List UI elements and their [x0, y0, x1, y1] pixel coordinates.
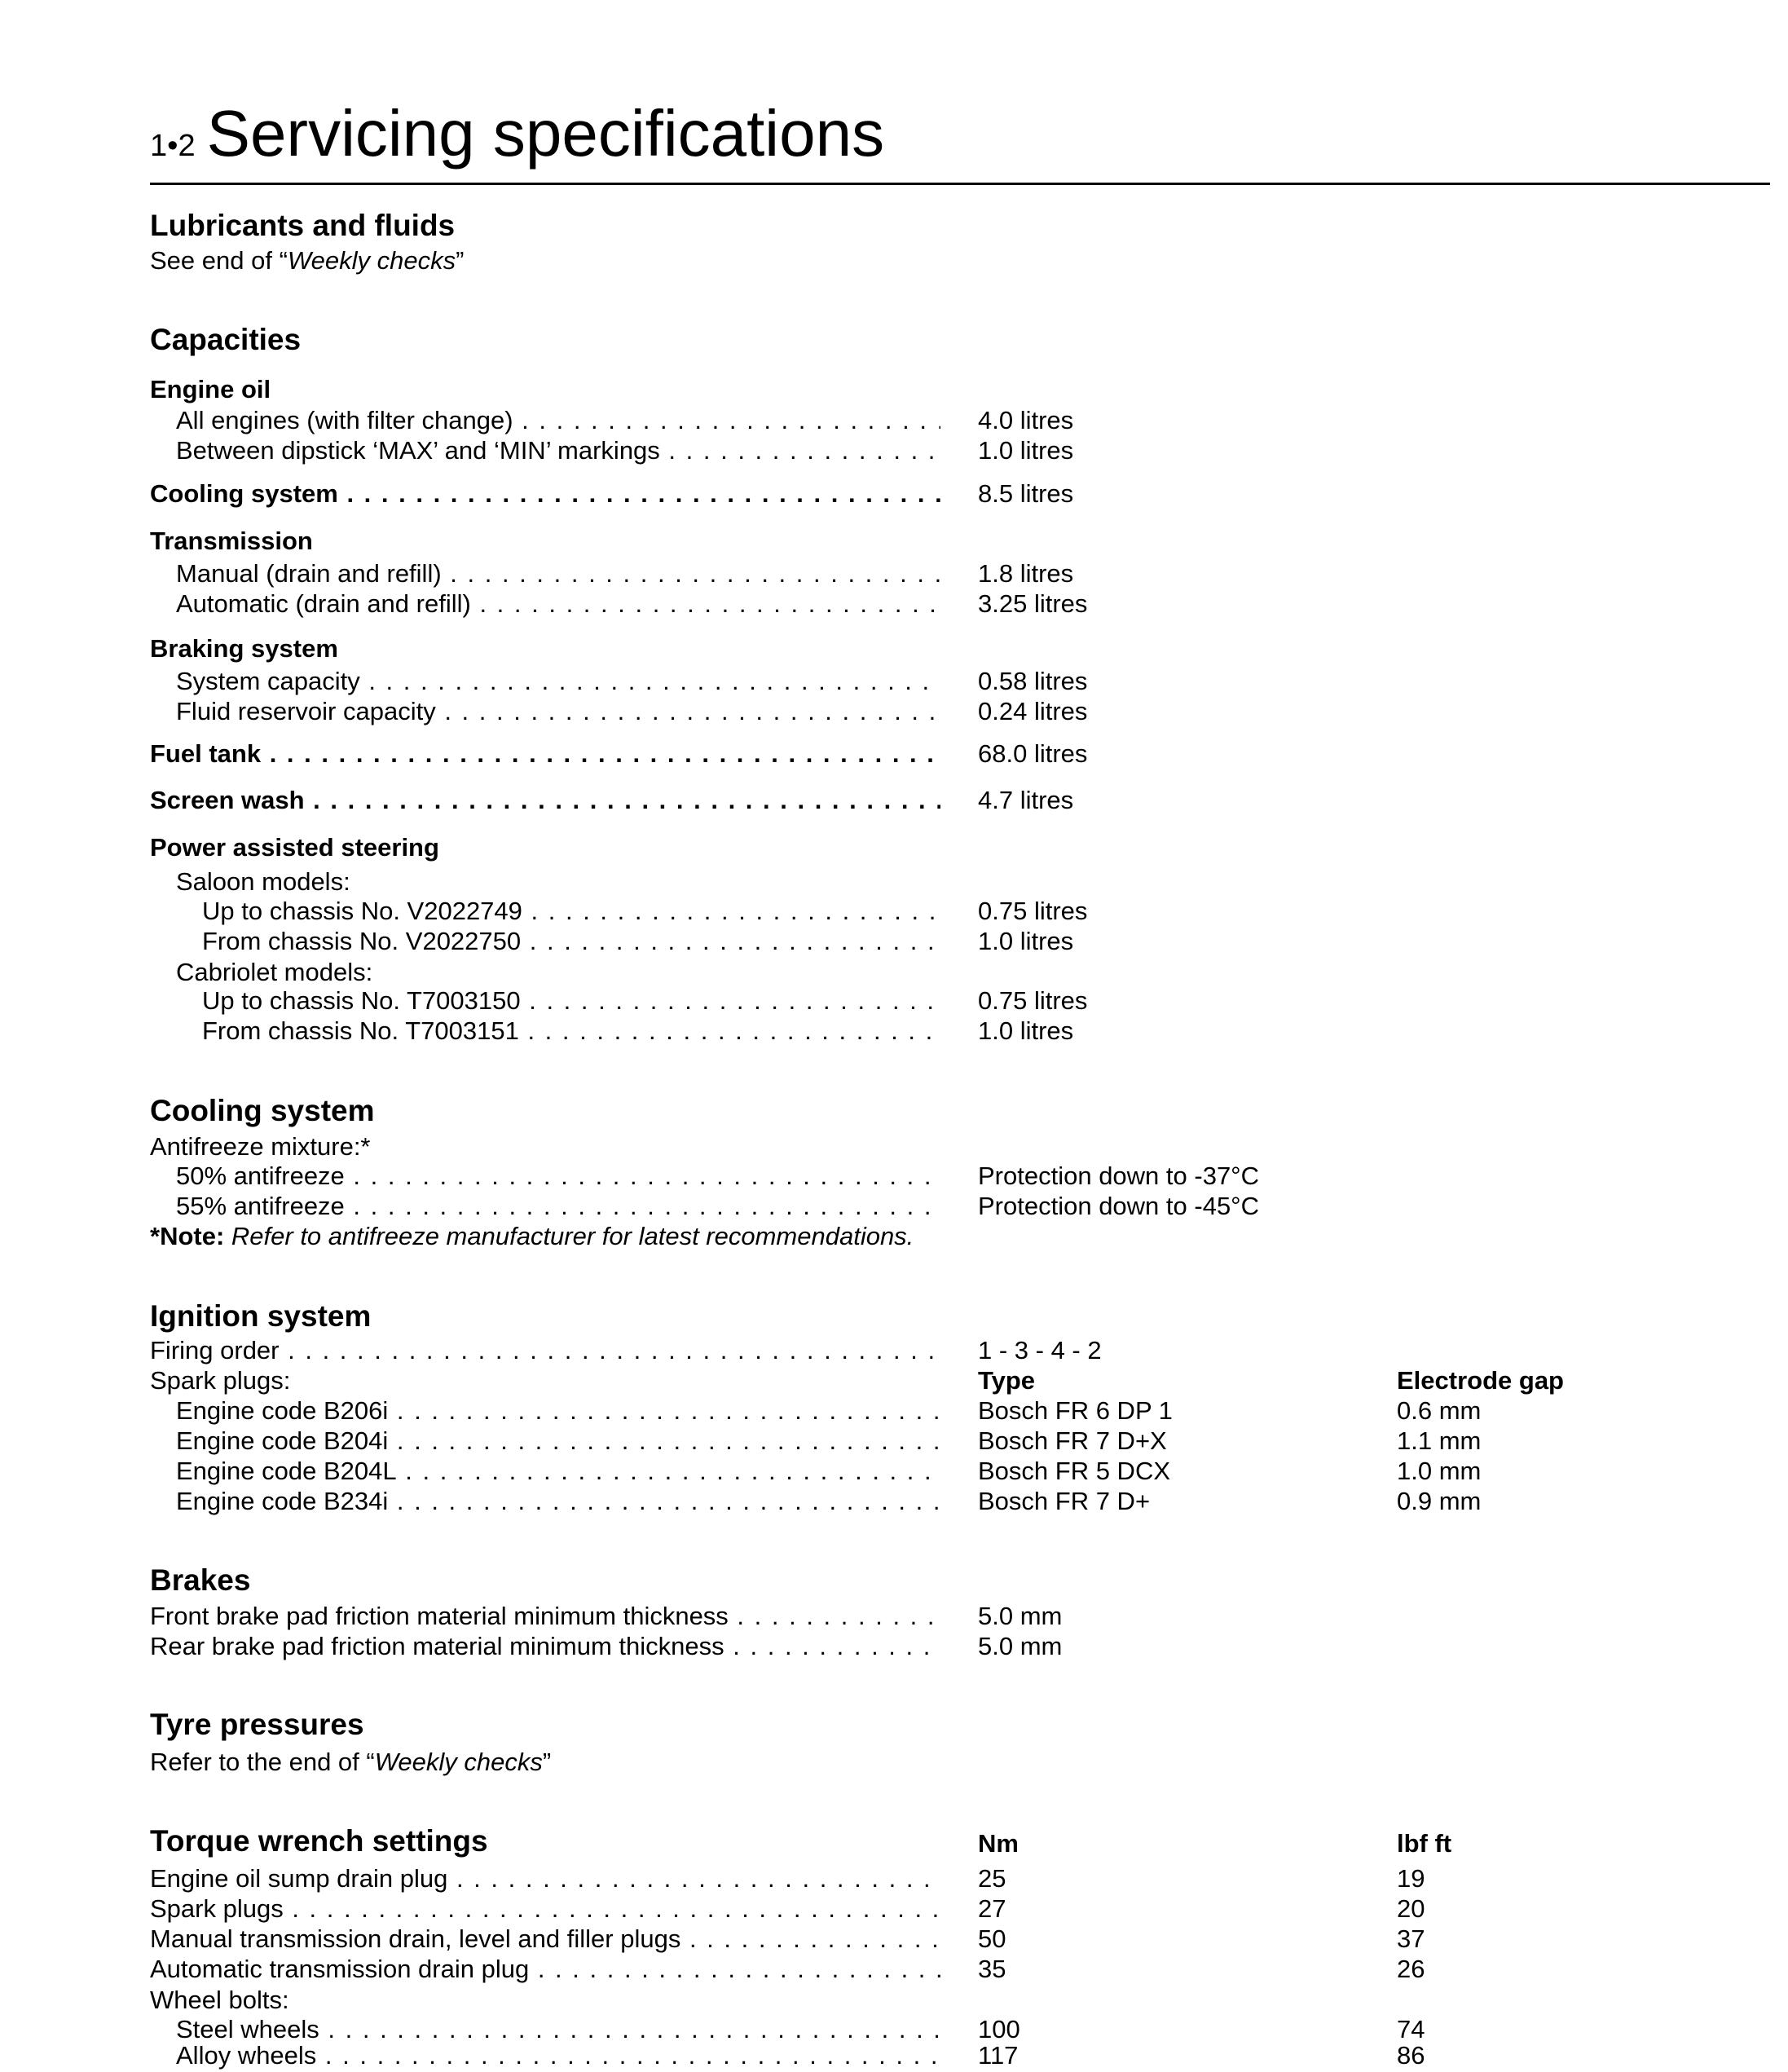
spec-row — [0, 1192, 1788, 1221]
col-lbf-header: lbf ft — [1397, 1829, 1452, 1858]
ignition-heading: Ignition system — [150, 1299, 372, 1333]
spec-row — [0, 1336, 1788, 1365]
torque-heading: Torque wrench settings — [150, 1824, 488, 1858]
spec-row — [0, 786, 1788, 815]
spec-value: 1.8 litres — [978, 559, 1074, 588]
torque-header-row — [0, 1829, 1788, 1858]
col-nm-header: Nm — [978, 1829, 1019, 1858]
spec-label: Firing order . . . — [150, 1336, 940, 1365]
plug-type: Bosch FR 6 DP 1 — [978, 1396, 1173, 1425]
engine-oil-title: Engine oil — [150, 375, 271, 403]
spec-label: Manual (drain and refill) . . . — [176, 559, 940, 589]
spec-label: Rear brake pad friction material minimum thickness . . . — [150, 1632, 940, 1661]
tyres-heading: Tyre pressures — [150, 1708, 364, 1741]
torque-lbf: 19 — [1397, 1864, 1425, 1893]
col-gap-header: Electrode gap — [1397, 1366, 1564, 1395]
spec-label: Engine code B204L . . . — [176, 1457, 940, 1486]
spec-row — [0, 927, 1788, 956]
torque-row — [0, 1864, 1788, 1893]
col-type-header: Type — [978, 1366, 1036, 1395]
spec-row — [0, 1016, 1788, 1046]
torque-nm: 25 — [978, 1864, 1006, 1893]
spec-value: 1.0 litres — [978, 927, 1074, 955]
spec-label: Engine code B206i . . . — [176, 1396, 940, 1426]
spec-label: Alloy wheels . . . — [176, 2041, 940, 2070]
steering-title: Power assisted steering — [150, 833, 439, 862]
spec-value: 3.25 litres — [978, 589, 1088, 618]
braking-title: Braking system — [150, 634, 338, 663]
spec-row — [0, 589, 1788, 619]
spec-row — [0, 986, 1788, 1016]
torque-nm: 50 — [978, 1924, 1006, 1953]
spec-row — [0, 1162, 1788, 1191]
spec-value: Protection down to -37°C — [978, 1162, 1259, 1190]
spec-row — [0, 559, 1788, 589]
torque-nm: 117 — [978, 2041, 1019, 2070]
spec-value: Protection down to -45°C — [978, 1192, 1259, 1220]
spec-value: 1 - 3 - 4 - 2 — [978, 1336, 1102, 1364]
spark-plug-row — [0, 1396, 1788, 1426]
spec-label: 50% antifreeze . . . — [176, 1162, 940, 1191]
header-rule — [150, 183, 1770, 185]
spec-label: Engine oil sump drain plug . . . — [150, 1864, 940, 1893]
saloon-label: Saloon models: — [176, 867, 350, 896]
torque-nm: 35 — [978, 1955, 1006, 1983]
spec-label: Fuel tank . . . — [150, 739, 940, 769]
torque-nm: 27 — [978, 1894, 1006, 1923]
capacities-heading: Capacities — [150, 323, 302, 356]
torque-row — [0, 2041, 1788, 2070]
spec-label: Automatic transmission drain plug . . . — [150, 1955, 940, 1984]
lubricants-heading: Lubricants and fluids — [150, 209, 456, 242]
plug-gap: 1.0 mm — [1397, 1457, 1482, 1485]
spec-row — [0, 739, 1788, 769]
torque-lbf: 26 — [1397, 1955, 1425, 1983]
spec-row — [0, 406, 1788, 435]
plug-type: Bosch FR 7 D+X — [978, 1426, 1167, 1455]
spec-row — [0, 1602, 1788, 1631]
spec-value: 0.58 litres — [978, 667, 1088, 695]
spec-label: Spark plugs . . . — [150, 1894, 940, 1924]
torque-row — [0, 2015, 1788, 2044]
page-number: 1•2 — [150, 129, 196, 163]
spec-label: Steel wheels . . . — [176, 2015, 940, 2044]
spec-label: Fluid reservoir capacity . . . — [176, 697, 940, 726]
torque-lbf: 37 — [1397, 1924, 1425, 1953]
spec-label: 55% antifreeze . . . — [176, 1192, 940, 1221]
spec-row — [0, 436, 1788, 465]
page-header — [150, 96, 884, 171]
torque-lbf: 86 — [1397, 2041, 1425, 2070]
spec-row — [0, 479, 1788, 509]
spec-value: 5.0 mm — [978, 1602, 1063, 1630]
spec-row — [0, 1632, 1788, 1661]
spec-label: Manual transmission drain, level and filler plugs . . . — [150, 1924, 940, 1954]
cabriolet-label: Cabriolet models: — [176, 958, 373, 986]
spec-label: Up to chassis No. V2022749 . . . — [202, 897, 940, 926]
tyres-note: Refer to the end of “Weekly checks” — [150, 1748, 552, 1776]
spec-label: Between dipstick ‘MAX’ and ‘MIN’ markings . . . — [176, 436, 940, 465]
spec-label: From chassis No. V2022750 . . . — [202, 927, 940, 956]
spark-plug-row — [0, 1487, 1788, 1516]
spec-row — [0, 667, 1788, 696]
spec-label: All engines (with filter change) . . . — [176, 406, 940, 435]
spec-row — [0, 697, 1788, 726]
spec-value: 5.0 mm — [978, 1632, 1063, 1660]
antifreeze-note: *Note: Refer to antifreeze manufacturer for latest recommendations. — [150, 1222, 914, 1250]
page-title: Servicing specifications — [206, 97, 885, 170]
brakes-heading: Brakes — [150, 1563, 251, 1597]
torque-nm: 100 — [978, 2015, 1020, 2043]
torque-row — [0, 1955, 1788, 1984]
wheel-bolts-label: Wheel bolts: — [150, 1986, 289, 2014]
spark-plugs-label: Spark plugs: — [150, 1366, 291, 1395]
lubricants-note: See end of “Weekly checks” — [150, 246, 465, 275]
spark-plug-row — [0, 1426, 1788, 1456]
plug-gap: 1.1 mm — [1397, 1426, 1482, 1455]
spec-label: Screen wash . . . — [150, 786, 940, 815]
spec-value: 0.75 litres — [978, 986, 1088, 1015]
spec-label: Up to chassis No. T7003150 . . . — [202, 986, 940, 1016]
spec-label: Cooling system . . . — [150, 479, 940, 509]
spec-value: 1.0 litres — [978, 1016, 1074, 1045]
spec-label: Automatic (drain and refill) . . . — [176, 589, 940, 619]
plug-gap: 0.9 mm — [1397, 1487, 1482, 1515]
spec-label: From chassis No. T7003151 . . . — [202, 1016, 940, 1046]
spark-plugs-header-row — [0, 1366, 1788, 1395]
spec-label: Front brake pad friction material minimum thickness . . . — [150, 1602, 940, 1631]
plug-type: Bosch FR 5 DCX — [978, 1457, 1171, 1485]
spec-value: 4.0 litres — [978, 406, 1074, 434]
spec-value: 0.75 litres — [978, 897, 1088, 925]
torque-lbf: 20 — [1397, 1894, 1425, 1923]
spec-row — [0, 897, 1788, 926]
torque-row — [0, 1894, 1788, 1924]
plug-type: Bosch FR 7 D+ — [978, 1487, 1151, 1515]
torque-row — [0, 1924, 1788, 1954]
torque-lbf: 74 — [1397, 2015, 1425, 2043]
transmission-title: Transmission — [150, 527, 313, 555]
spec-value: 8.5 litres — [978, 479, 1074, 508]
spark-plug-row — [0, 1457, 1788, 1486]
spec-label: Engine code B234i . . . — [176, 1487, 940, 1516]
spec-value: 0.24 litres — [978, 697, 1088, 725]
cooling-heading: Cooling system — [150, 1094, 375, 1127]
spec-value: 68.0 litres — [978, 739, 1088, 768]
plug-gap: 0.6 mm — [1397, 1396, 1482, 1425]
spec-label: System capacity . . . — [176, 667, 940, 696]
antifreeze-label: Antifreeze mixture:* — [150, 1132, 371, 1161]
spec-value: 1.0 litres — [978, 436, 1074, 465]
spec-label: Engine code B204i . . . — [176, 1426, 940, 1456]
spec-value: 4.7 litres — [978, 786, 1074, 814]
